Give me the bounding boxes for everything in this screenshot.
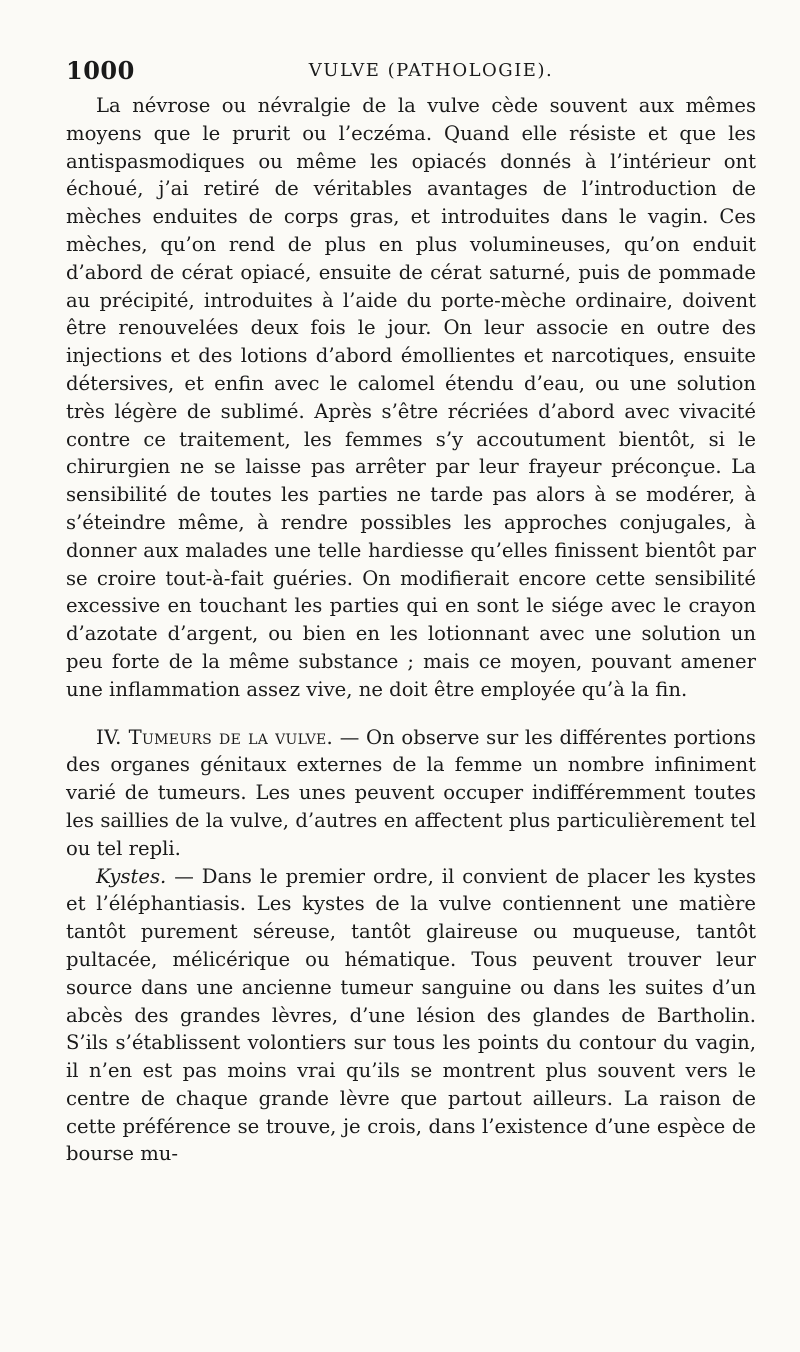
paragraph-nevrose: La névrose ou névralgie de la vulve cède souvent aux mêmes moyens que le prurit ou l’eczéma. Quand elle résiste et que les antispasmodiques ou même les opiacés donnés à l’intérieur ont échoué, j’ai retiré de véritables avantages de l’introduction de mèches enduites de corps gras, et introduites dans le vagin. Ces mèches, qu’on rend de plus en plus volumineuses, qu’on enduit d’abord de cérat opiacé, ensuite de cérat saturné, puis de pommade au précipité, introduites à l’aide du porte-mèche ordinaire, doivent être renouvelées deux fois le jour. On leur associe en outre des injections et des lotions d’abord émollientes et narcotiques, ensuite détersives, et enfin avec le calomel étendu d’eau, ou une solution très légère de sublimé. Après s’être récriées d’abord avec vivacité contre ce traitement, les femmes s’y accoutument bientôt, si le chirurgien ne se laisse pas arrêter par leur frayeur préconçue. La sensibilité de toutes les parties ne tarde pas alors à se modérer, à s’éteindre même, à rendre possibles les approches conjugales, à donner aux malades une telle hardiesse qu’elles finissent bientôt par se croire tout-à-fait guéries. On modifierait encore cette sensibilité excessive en touchant les parties qui en sont le siége avec le crayon d’azotate d’argent, ou bien en les lotionnant avec une solution un peu forte de la même substance ; mais ce moyen, pouvant amener une inflammation assez vive, ne doit être employée qu’à la fin.: [66, 94, 756, 701]
section-heading-tumeurs: IV. Tumeurs de la vulve.: [96, 725, 334, 749]
paragraph-kystes: [66, 863, 756, 1169]
subheading-kystes: Kystes.: [96, 864, 167, 888]
running-title: VULVE (PATHOLOGIE).: [308, 60, 554, 81]
section-gap: [66, 704, 756, 724]
paragraph-kystes-text: — Dans le premier ordre, il convient de placer les kystes et l’éléphantiasis. Les kystes de la vulve contiennent une matière tantôt purement séreuse, tantôt glaireuse ou muqueuse, tantôt pultacée, mélicérique ou hématique. Tous peuvent trouver leur source dans une ancienne tumeur sanguine ou dans les suites d’un abcès des grandes lèvres, d’une lésion des glandes de Bartholin. S’ils s’établissent volontiers sur tous les points du contour du vagin, il n’en est pas moins vrai qu’ils se montrent plus souvent vers le centre de chaque grande lèvre que partout ailleurs. La raison de cette préférence se trouve, je crois, dans l’existence d’une espèce de bourse mu-: [66, 864, 756, 1166]
paragraph-tumeurs: [66, 724, 756, 863]
paragraph-tumeurs-text: — On observe sur les différentes portions des organes génitaux externes de la femme un nombre infiniment varié de tumeurs. Les unes peuvent occuper indifféremment toutes les saillies de la vulve, d’autres en affectent plus particulièrement tel ou tel repli.: [66, 725, 756, 860]
page-header: [66, 52, 756, 92]
page-number: 1000: [66, 56, 135, 85]
